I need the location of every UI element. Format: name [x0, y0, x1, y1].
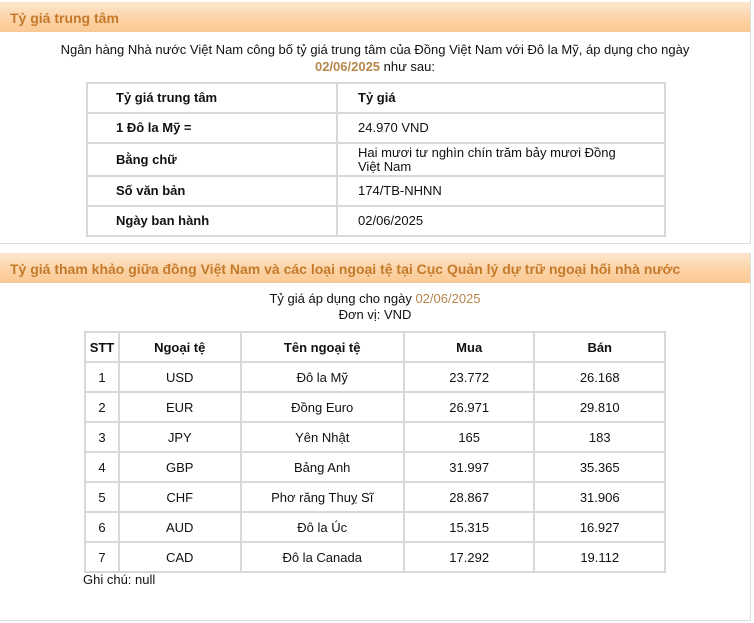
row-label: Số văn bản — [87, 176, 337, 206]
cell-name: Đô la Canada — [241, 542, 404, 572]
cell-code: EUR — [119, 392, 241, 422]
cell-code: JPY — [119, 422, 241, 452]
cell-sell: 35.365 — [534, 452, 665, 482]
cell-buy: 15.315 — [404, 512, 535, 542]
cell-stt: 5 — [85, 482, 119, 512]
cell-code: CAD — [119, 542, 241, 572]
header-cell: Tỷ giá trung tâm — [87, 83, 337, 113]
table-row — [85, 452, 665, 482]
cell-name: Phơ răng Thuỵ Sĩ — [241, 482, 404, 512]
cell-buy: 165 — [404, 422, 535, 452]
table-row — [85, 422, 665, 452]
cell-name: Đô la Mỹ — [241, 362, 404, 392]
reference-rate-intro — [0, 291, 750, 323]
header-cell: Tỷ giá — [337, 83, 665, 113]
table-row — [85, 482, 665, 512]
intro-date: 02/06/2025 — [314, 59, 381, 74]
cell-code: GBP — [119, 452, 241, 482]
cell-name: Đồng Euro — [241, 392, 404, 422]
table-row — [87, 176, 665, 206]
table-header-row — [85, 332, 665, 362]
row-label: Ngày ban hành — [87, 206, 337, 236]
cell-stt: 3 — [85, 422, 119, 452]
cell-buy: 31.997 — [404, 452, 535, 482]
central-rate-table — [86, 82, 666, 237]
cell-code: AUD — [119, 512, 241, 542]
cell-buy: 23.772 — [404, 362, 535, 392]
cell-buy: 17.292 — [404, 542, 535, 572]
table-row — [85, 542, 665, 572]
cell-name: Đô la Úc — [241, 512, 404, 542]
cell-stt: 7 — [85, 542, 119, 572]
reference-rate-panel — [0, 253, 751, 621]
header-sell: Bán — [534, 332, 665, 362]
cell-buy: 26.971 — [404, 392, 535, 422]
reference-rate-table — [84, 331, 666, 573]
central-rate-header: Tỷ giá trung tâm — [0, 2, 750, 32]
cell-code: CHF — [119, 482, 241, 512]
apply-label: Tỷ giá áp dụng cho ngày — [269, 291, 416, 306]
cell-stt: 2 — [85, 392, 119, 422]
cell-code: USD — [119, 362, 241, 392]
table-header-row — [87, 83, 665, 113]
central-rate-intro — [0, 41, 750, 75]
table-row — [85, 512, 665, 542]
central-rate-panel — [0, 0, 751, 244]
row-value: Hai mươi tư nghìn chín trăm bảy mươi Đồng Việt Nam — [337, 143, 665, 176]
row-value: 24.970 VND — [337, 113, 665, 143]
table-row — [85, 362, 665, 392]
cell-sell: 26.168 — [534, 362, 665, 392]
cell-name: Yên Nhật — [241, 422, 404, 452]
table-row — [87, 206, 665, 236]
table-row — [85, 392, 665, 422]
cell-stt: 1 — [85, 362, 119, 392]
row-label: Bằng chữ — [87, 143, 337, 176]
cell-sell: 29.810 — [534, 392, 665, 422]
header-stt: STT — [85, 332, 119, 362]
note-text: Ghi chú: null — [83, 572, 156, 587]
cell-sell: 19.112 — [534, 542, 665, 572]
table-row — [87, 113, 665, 143]
cell-sell: 183 — [534, 422, 665, 452]
cell-sell: 16.927 — [534, 512, 665, 542]
header-buy: Mua — [404, 332, 535, 362]
intro-suffix: như sau: — [380, 59, 436, 74]
header-currency-name: Tên ngoại tệ — [241, 332, 404, 362]
cell-stt: 6 — [85, 512, 119, 542]
cell-name: Bảng Anh — [241, 452, 404, 482]
cell-stt: 4 — [85, 452, 119, 482]
apply-date: 02/06/2025 — [415, 291, 481, 306]
row-value: 02/06/2025 — [337, 206, 665, 236]
row-label: 1 Đô la Mỹ = — [87, 113, 337, 143]
intro-text: Ngân hàng Nhà nước Việt Nam công bố tỷ giá trung tâm của Đồng Việt Nam với Đô la Mỹ, áp dụng cho ngày — [60, 42, 690, 57]
cell-buy: 28.867 — [404, 482, 535, 512]
cell-sell: 31.906 — [534, 482, 665, 512]
apply-date-line — [0, 291, 750, 307]
table-row — [87, 143, 665, 176]
unit-label: Đơn vị: VND — [338, 307, 412, 322]
reference-rate-header: Tỷ giá tham khảo giữa đồng Việt Nam và các loại ngoại tệ tại Cục Quản lý dự trữ ngoại hối nhà nước — [0, 253, 750, 283]
header-currency-code: Ngoại tệ — [119, 332, 241, 362]
row-value: 174/TB-NHNN — [337, 176, 665, 206]
